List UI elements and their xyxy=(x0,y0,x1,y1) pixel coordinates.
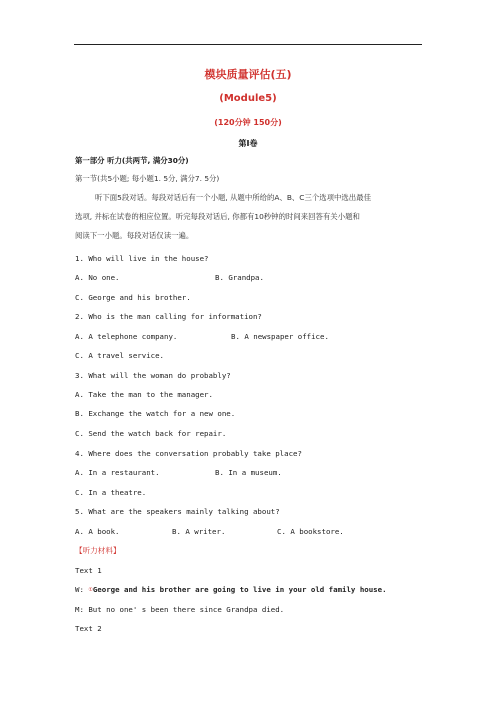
question-4-option-b: B. In a museum. xyxy=(215,468,282,477)
question-4-option-c: C. In a theatre. xyxy=(75,488,147,497)
question-2-option-b: B. A newspaper office. xyxy=(231,332,329,341)
module-subtitle: (Module5) xyxy=(219,93,277,104)
section-heading: 第一节(共5小题; 每小题1. 5分, 满分7. 5分) xyxy=(75,174,220,183)
woman-line-text: George and his brother are going to live in your old family house. xyxy=(92,585,387,594)
question-3-stem: 3. What will the woman do probably? xyxy=(75,371,231,380)
question-1-option-c: C. George and his brother. xyxy=(75,293,191,302)
text-1-label: Text 1 xyxy=(75,566,102,575)
question-3-option-c: C. Send the watch back for repair. xyxy=(75,429,227,438)
question-2-stem: 2. Who is the man calling for information? xyxy=(75,312,262,321)
footnote-marker: ① xyxy=(88,587,93,593)
question-5-option-a: A. A book. xyxy=(75,527,120,536)
question-1-option-a: A. No one. xyxy=(75,273,120,282)
header-rule xyxy=(74,44,422,45)
page-title: 模块质量评估(五) xyxy=(204,68,292,81)
question-2-option-c: C. A travel service. xyxy=(75,351,164,360)
question-3-option-a: A. Take the man to the manager. xyxy=(75,390,213,399)
volume-title: 第Ⅰ卷 xyxy=(238,139,258,148)
question-5-option-c: C. A bookstore. xyxy=(277,527,344,536)
question-4-option-a: A. In a restaurant. xyxy=(75,468,160,477)
part-heading: 第一部分 听力(共两节, 满分30分) xyxy=(75,156,189,165)
question-2-option-a: A. A telephone company. xyxy=(75,332,178,341)
question-4-stem: 4. Where does the conversation probably take place? xyxy=(75,449,302,458)
question-3-option-b: B. Exchange the watch for a new one. xyxy=(75,409,236,418)
question-1-stem: 1. Who will live in the house? xyxy=(75,254,209,263)
instruction-line-2: 选项, 并标在试卷的相应位置。听完每段对话后, 你都有10秒钟的时间来回答有关小题和 xyxy=(75,212,360,221)
speaker-w-prefix: W: xyxy=(75,585,89,594)
question-5-option-b: B. A writer. xyxy=(172,527,226,536)
question-5-stem: 5. What are the speakers mainly talking about? xyxy=(75,507,280,516)
instruction-line-3: 阅读下一小题。每段对话仅读一遍。 xyxy=(75,231,194,240)
question-1-option-b: B. Grandpa. xyxy=(215,273,264,282)
listening-materials-label: 【听力材料】 xyxy=(75,546,121,555)
woman-line xyxy=(75,585,387,595)
text-2-label: Text 2 xyxy=(75,624,102,633)
man-line: M: But no one' s been there since Grandpa died. xyxy=(75,605,285,614)
instruction-line-1: 听下面5段对话。每段对话后有一个小题, 从题中所给的A、B、C三个选项中选出最佳 xyxy=(95,193,371,202)
time-score-note: (120分钟 150分) xyxy=(214,118,282,127)
